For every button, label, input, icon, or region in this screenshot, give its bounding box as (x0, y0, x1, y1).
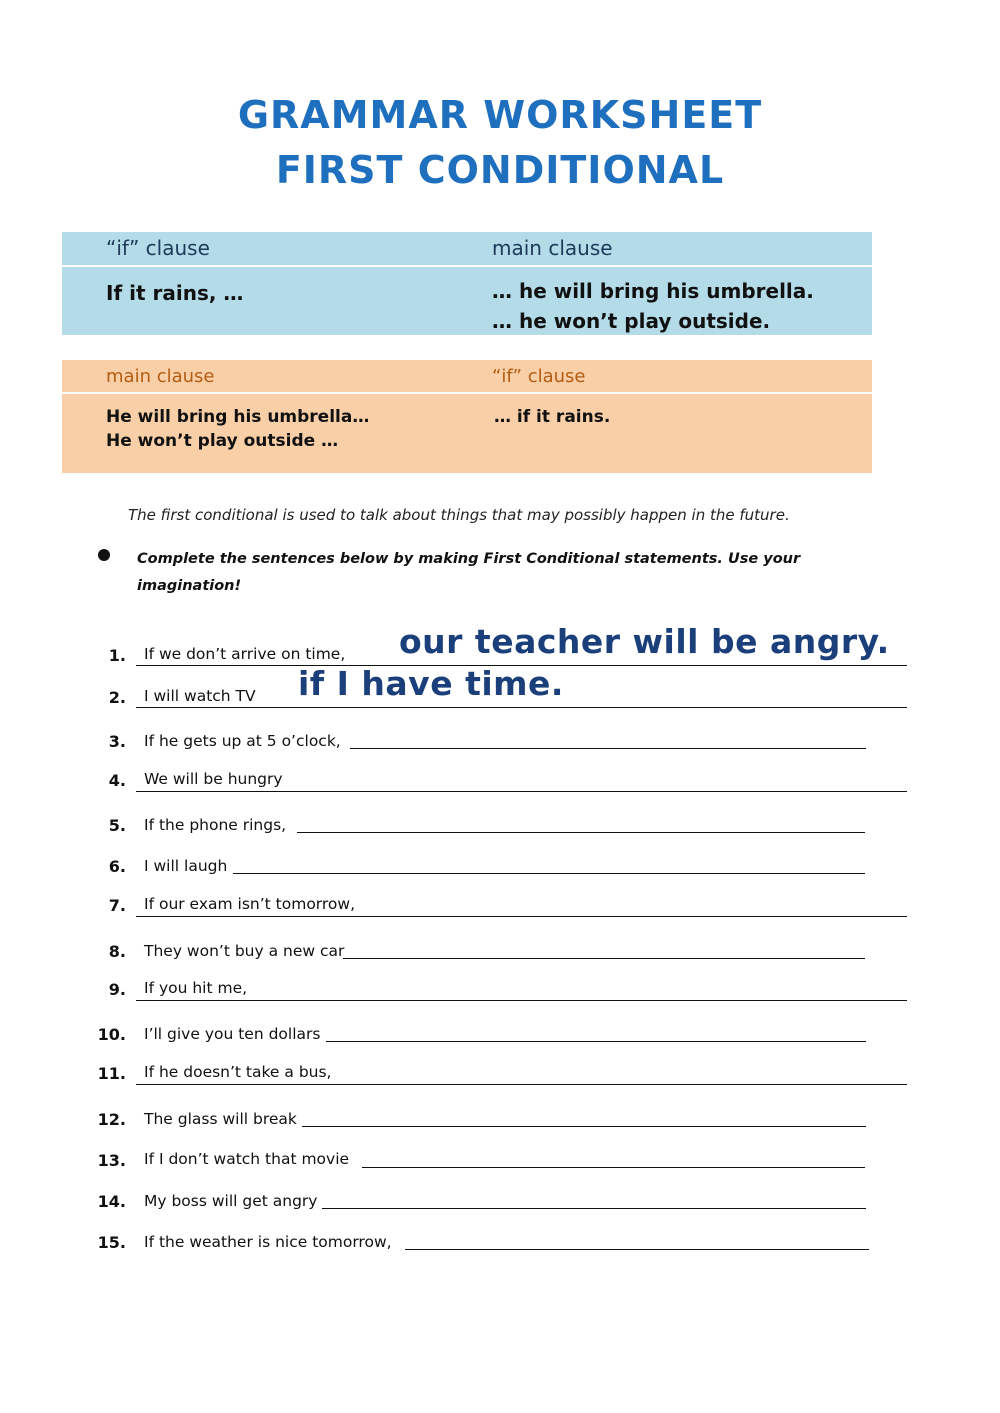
usage-note: The first conditional is used to talk about things that may possibly happen in the future. (128, 506, 790, 524)
answer-line[interactable] (297, 832, 865, 833)
main-first-table-body (62, 394, 872, 473)
item-stem: If the weather is nice tomorrow, (144, 1233, 392, 1251)
item-stem: I will laugh (144, 857, 228, 875)
item-stem: I will watch TV (144, 687, 256, 705)
answer-line[interactable] (136, 916, 907, 917)
answer-line[interactable] (302, 1126, 866, 1127)
answer-line[interactable] (136, 791, 907, 792)
if-clause-header: “if” clause (492, 366, 586, 387)
main-clause-example-1: He will bring his umbrella… (106, 407, 370, 427)
exercise-item (0, 891, 1000, 931)
exercise-item (0, 1187, 1000, 1227)
answer-line[interactable] (405, 1249, 869, 1250)
main-clause-example-1: … he will bring his umbrella. (492, 279, 814, 303)
item-number: 3. (108, 732, 126, 751)
item-number: 11. (97, 1064, 126, 1083)
exercise-item (0, 1228, 1000, 1268)
item-number: 13. (97, 1151, 126, 1170)
item-stem: We will be hungry (144, 770, 283, 788)
answer-line[interactable] (136, 1084, 907, 1085)
main-first-table-header (62, 360, 872, 392)
item-stem: If he gets up at 5 o’clock, (144, 732, 341, 750)
item-stem: I’ll give you ten dollars (144, 1025, 321, 1043)
worksheet-subtitle: FIRST CONDITIONAL (275, 148, 725, 192)
item-stem: If he doesn’t take a bus, (144, 1063, 332, 1081)
item-stem: The glass will break (144, 1110, 297, 1128)
item-number: 10. (97, 1025, 126, 1044)
item-stem: If we don’t arrive on time, (144, 645, 346, 663)
exercise-item (0, 664, 1000, 722)
exercise-item (0, 937, 1000, 977)
answer-line[interactable] (326, 1041, 866, 1042)
item-stem: If the phone rings, (144, 816, 287, 834)
exercise-item (0, 727, 1000, 767)
exercise-item (0, 811, 1000, 851)
answer-line[interactable] (343, 958, 865, 959)
item-stem: My boss will get angry (144, 1192, 318, 1210)
answer-line[interactable] (136, 1000, 907, 1001)
item-number: 8. (108, 942, 126, 961)
if-clause-example: If it rains, … (106, 281, 244, 305)
item-number: 5. (108, 816, 126, 835)
main-clause-example-2: He won’t play outside … (106, 431, 339, 451)
answer-line[interactable] (362, 1167, 865, 1168)
answer-line[interactable] (322, 1208, 866, 1209)
item-number: 12. (97, 1110, 126, 1129)
item-stem: If I don’t watch that movie (144, 1150, 350, 1168)
bullet-icon (98, 549, 110, 561)
item-number: 2. (108, 688, 126, 707)
item-number: 15. (97, 1233, 126, 1252)
handwritten-answer: if I have time. (298, 664, 564, 703)
item-number: 6. (108, 857, 126, 876)
main-clause-example-2: … he won’t play outside. (492, 309, 771, 333)
item-number: 4. (108, 771, 126, 790)
item-number: 1. (108, 646, 126, 665)
if-clause-example: … if it rains. (494, 407, 611, 427)
answer-line[interactable] (350, 748, 866, 749)
if-first-table-body (62, 267, 872, 335)
if-first-table-header (62, 232, 872, 265)
main-clause-header: main clause (492, 236, 613, 260)
exercise-item (0, 1059, 1000, 1099)
instruction: Complete the sentences below by making First Conditional statements. Use your imagination! (137, 551, 801, 594)
handwritten-answer: our teacher will be angry. (399, 622, 890, 661)
item-stem: They won’t buy a new car (144, 942, 345, 960)
answer-line[interactable] (136, 707, 907, 708)
exercise-item (0, 1146, 1000, 1186)
item-number: 7. (108, 896, 126, 915)
exercise-item (0, 975, 1000, 1015)
exercise-item (0, 1105, 1000, 1145)
item-number: 14. (97, 1192, 126, 1211)
worksheet-title: GRAMMAR WORKSHEET (237, 93, 763, 137)
answer-line[interactable] (233, 873, 865, 874)
exercise-item (0, 1020, 1000, 1060)
item-stem: If our exam isn’t tomorrow, (144, 895, 356, 913)
exercise-item (0, 852, 1000, 892)
main-clause-header: main clause (106, 366, 215, 387)
if-clause-header: “if” clause (106, 236, 210, 260)
item-number: 9. (108, 980, 126, 999)
item-stem: If you hit me, (144, 979, 248, 997)
exercise-item (0, 766, 1000, 806)
